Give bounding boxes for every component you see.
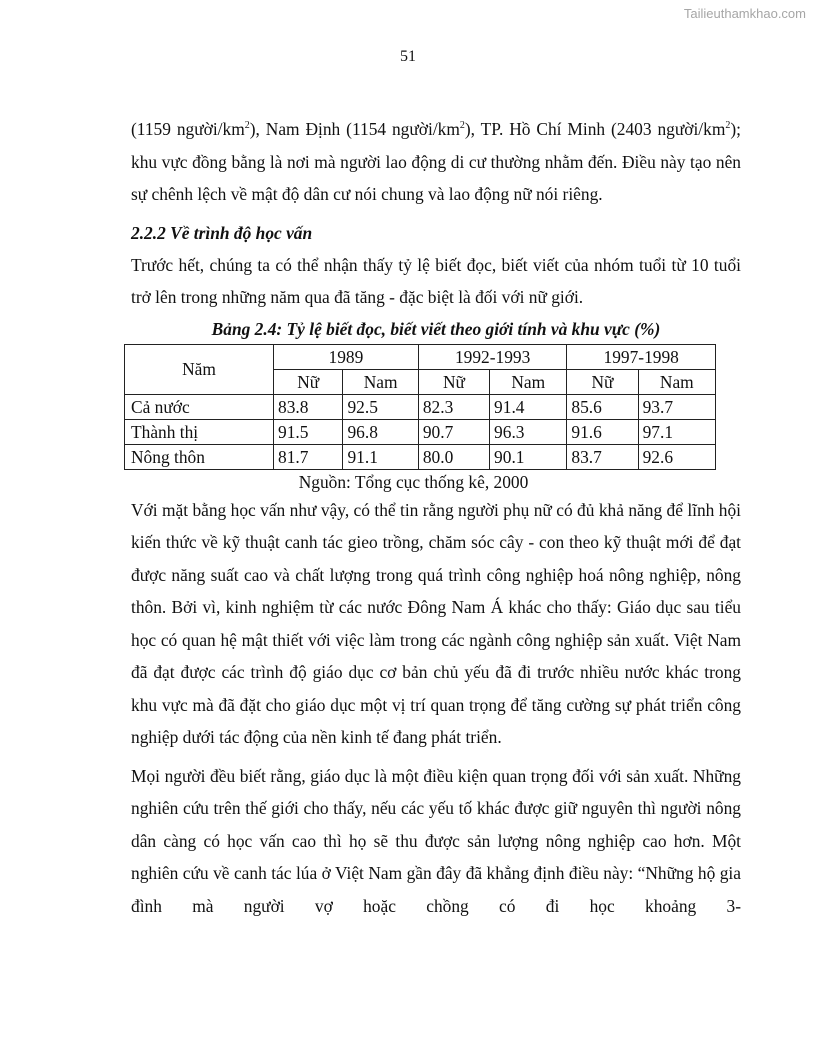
body-paragraph: Mọi người đều biết rằng, giáo dục là một điều kiện quan trọng đối với sản xuất. Những nghiên cứu trên thế giới cho thấy, nếu các yếu tố khác được giữ nguyên thì người nông dân càng có học vấn cao thì họ sẽ thu được sản lượng nông nghiệp cao hơn. Một nghiên cứu về canh tác lúa ở Việt Nam gần đây đã khẳng định điều này: “Những hộ gia đình mà người vợ hoặc chồng có đi học khoảng 3- [131, 765, 741, 916]
body-paragraph: Với mặt bằng học vấn như vậy, có thể tin rằng người phụ nữ có đủ khả năng để lĩnh hội kiến thức về kỹ thuật canh tác gieo trồng, chăm sóc cây - con theo kỹ thuật mới để đạt được năng suất cao và chất lượng trong quá trình công nghiệp hoá nông nghiệp, nông thôn. Bởi vì, kinh nghiệm từ các nước Đông Nam Á khác cho thấy: Giáo dục sau tiểu học có quan hệ mật thiết với việc làm trong các ngành công nghiệp sản xuất. Việt Nam đã đạt được các trình độ giáo dục cơ bản chủ yếu đã đi trước nhiều nước khác trong khu vực mà đã đặt cho giáo dục một vị trí quan trọng để tăng cường sự phát triển công nghiệp dưới tác động của nền kinh tế đang phát triển. [131, 499, 741, 747]
table-row [125, 419, 716, 444]
section-intro: Trước hết, chúng ta có thể nhận thấy tỷ lệ biết đọc, biết viết của nhóm tuổi từ 10 tuổi trở lên trong những năm qua đã tăng - đặc biệt là đối với nữ giới. [131, 254, 741, 307]
table-row [125, 394, 716, 419]
table-row [125, 444, 716, 469]
table-cell: 91.6 [567, 419, 638, 444]
document-body [131, 113, 741, 922]
intro-sup-1: 2 [244, 120, 250, 132]
year-cell: 1989 [274, 344, 419, 369]
table-cell: 80.0 [418, 444, 489, 469]
intro-sup-2: 2 [459, 120, 465, 132]
table-cell: 92.6 [638, 444, 715, 469]
year-header-cell: Năm [125, 344, 274, 394]
table-header-row [125, 344, 716, 369]
page-number: 51 [400, 48, 416, 65]
table-cell: 90.7 [418, 419, 489, 444]
table-cell: 96.3 [490, 419, 567, 444]
sex-cell: Nam [638, 369, 715, 394]
year-cell: 1997-1998 [567, 344, 716, 369]
intro-text-3: ), TP. Hồ Chí Minh (2403 người/km [464, 119, 726, 139]
table-cell: 93.7 [638, 394, 715, 419]
sex-cell: Nữ [567, 369, 638, 394]
row-label: Thành thị [125, 419, 274, 444]
literacy-table [124, 344, 716, 470]
sex-cell: Nữ [418, 369, 489, 394]
intro-text-2: ), Nam Định (1154 người/km [249, 119, 460, 139]
table-source: Nguồn: Tổng cục thống kê, 2000 [298, 471, 529, 492]
table-cell: 83.8 [274, 394, 343, 419]
intro-text-1: (1159 người/km [131, 119, 245, 139]
sex-cell: Nam [490, 369, 567, 394]
sex-cell: Nam [343, 369, 418, 394]
table-cell: 85.6 [567, 394, 638, 419]
row-label: Nông thôn [125, 444, 274, 469]
table-cell: 97.1 [638, 419, 715, 444]
table-cell: 91.1 [343, 444, 418, 469]
table-cell: 82.3 [418, 394, 489, 419]
year-cell: 1992-1993 [418, 344, 567, 369]
row-label: Cả nước [125, 394, 274, 419]
table-cell: 96.8 [343, 419, 418, 444]
table-cell: 91.4 [490, 394, 567, 419]
watermark: Tailieuthamkhao.com [683, 6, 806, 21]
table-cell: 83.7 [567, 444, 638, 469]
sex-cell: Nữ [274, 369, 343, 394]
section-heading: 2.2.2 Về trình độ học vấn [131, 222, 313, 243]
table-cell: 92.5 [343, 394, 418, 419]
intro-sup-3: 2 [725, 120, 731, 132]
table-caption: Bảng 2.4: Tỷ lệ biết đọc, biết viết theo giới tính và khu vực (%) [211, 318, 661, 339]
intro-text-4: ); khu vực đồng bằng là nơi mà người lao động di cư thường nhằm đến. Điều này tạo nên sự chênh lệch về mật độ dân cư nói chung và lao động nữ nói riêng. [131, 119, 741, 204]
table-cell: 81.7 [274, 444, 343, 469]
intro-paragraph [131, 113, 741, 211]
table-cell: 90.1 [490, 444, 567, 469]
table-cell: 91.5 [274, 419, 343, 444]
